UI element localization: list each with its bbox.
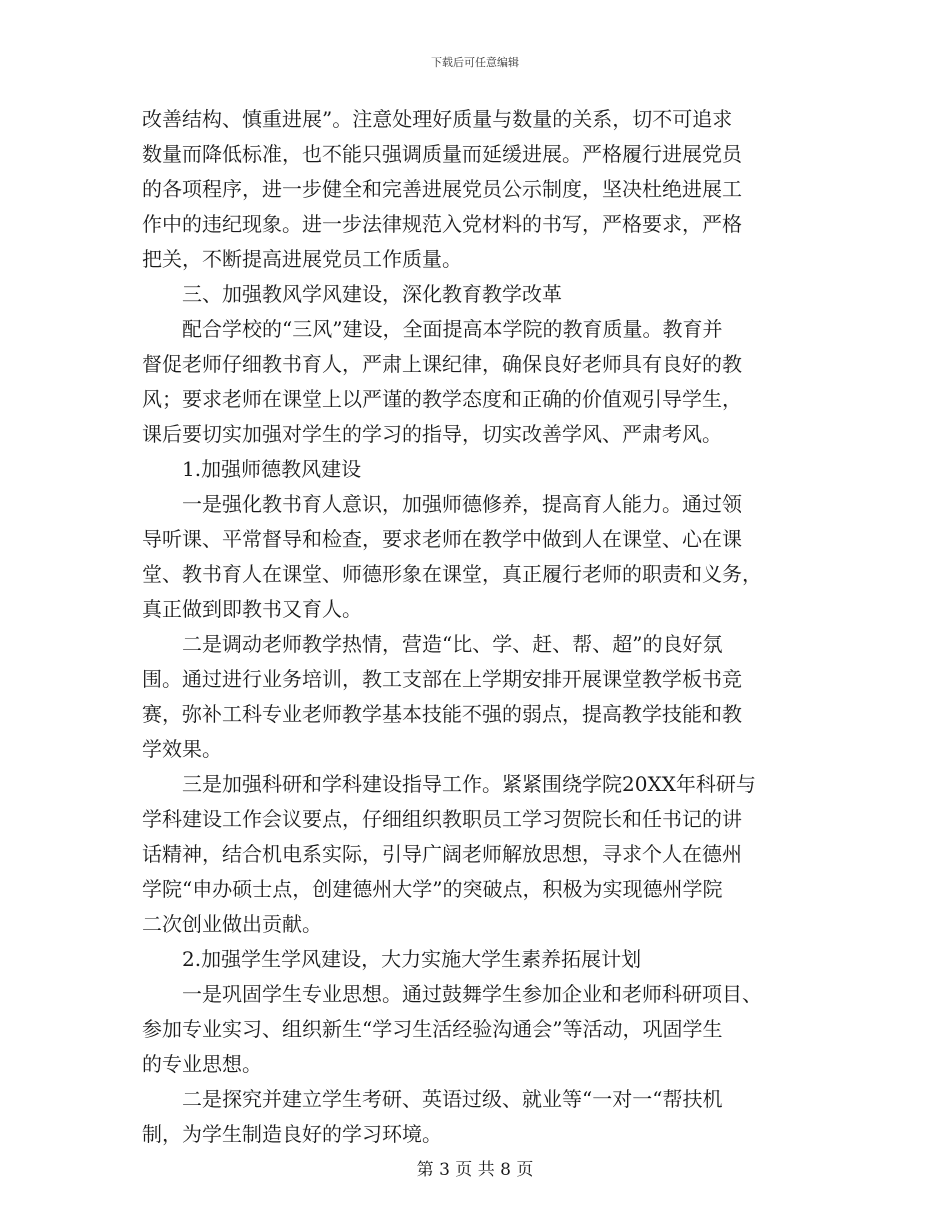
text-line: 导听课、平常督导和检查，要求老师在教学中做到人在课堂、心在课 [142, 527, 742, 551]
text-line: 数量而降低标准，也不能只强调质量而延缓进展。严格履行进展党员 [142, 142, 742, 166]
text-line: 课后要切实加强对学生的学习的指导，切实改善学风、严肃考风。 [142, 422, 722, 446]
text-line: 1.加强师德教风建设 [142, 457, 362, 481]
text-line: 学院“申办硕士点，创建德州大学”的突破点，积极为实现德州学院 [142, 877, 723, 901]
text-line: 2.加强学生学风建设，大力实施大学生素养拓展计划 [142, 947, 642, 971]
text-line: 话精神，结合机电系实际，引导广阔老师解放思想，寻求个人在德州 [142, 842, 742, 866]
text-line: 风；要求老师在课堂上以严谨的教学态度和正确的价值观引导学生， [142, 387, 742, 411]
text-line: 二是探究并建立学生考研、英语过级、就业等“一对一“帮扶机 [142, 1087, 723, 1111]
text-line: 一是巩固学生专业思想。通过鼓舞学生参加企业和老师科研项目、 [142, 982, 762, 1006]
page-header-note: 下载后可任意编辑 [431, 56, 519, 69]
text-line: 二次创业做出贡献。 [142, 912, 322, 936]
text-line: 把关，不断提高进展党员工作质量。 [142, 247, 462, 271]
text-line: 三是加强科研和学科建设指导工作。紧紧围绕学院20XX年科研与 [142, 772, 756, 796]
text-line: 二是调动老师教学热情，营造“比、学、赶、帮、超”的良好氛 [142, 632, 723, 656]
document-body [142, 102, 810, 1152]
text-line: 参加专业实习、组织新生“学习生活经验沟通会”等活动，巩固学生 [142, 1017, 723, 1041]
text-line: 作中的违纪现象。进一步法律规范入党材料的书写，严格要求，严格 [142, 212, 742, 236]
text-line: 的各项程序，进一步健全和完善进展党员公示制度，坚决杜绝进展工 [142, 177, 742, 201]
text-line: 赛，弥补工科专业老师教学基本技能不强的弱点，提高教学技能和教 [142, 702, 742, 726]
text-line: 三、加强教风学风建设，深化教育教学改革 [142, 282, 562, 306]
text-line: 制，为学生制造良好的学习环境。 [142, 1122, 442, 1146]
text-line: 围。通过进行业务培训，教工支部在上学期安排开展课堂教学板书竞 [142, 667, 742, 691]
text-line: 配合学校的“三风”建设，全面提高本学院的教育质量。教育并 [142, 317, 723, 341]
text-line: 改善结构、慎重进展”。注意处理好质量与数量的关系，切不可追求 [142, 107, 733, 131]
text-line: 学科建设工作会议要点，仔细组织教职员工学习贺院长和任书记的讲 [142, 807, 742, 831]
page-footer-number: 第 3 页 共 8 页 [416, 1160, 534, 1180]
text-line: 学效果。 [142, 737, 222, 761]
text-line: 堂、教书育人在课堂、师德形象在课堂，真正履行老师的职责和义务， [142, 562, 762, 586]
text-line: 一是强化教书育人意识，加强师德修养，提高育人能力。通过领 [142, 492, 742, 516]
text-line: 督促老师仔细教书育人，严肃上课纪律，确保良好老师具有良好的教 [142, 352, 742, 376]
text-line: 真正做到即教书又育人。 [142, 597, 362, 621]
text-line: 的专业思想。 [142, 1052, 262, 1076]
